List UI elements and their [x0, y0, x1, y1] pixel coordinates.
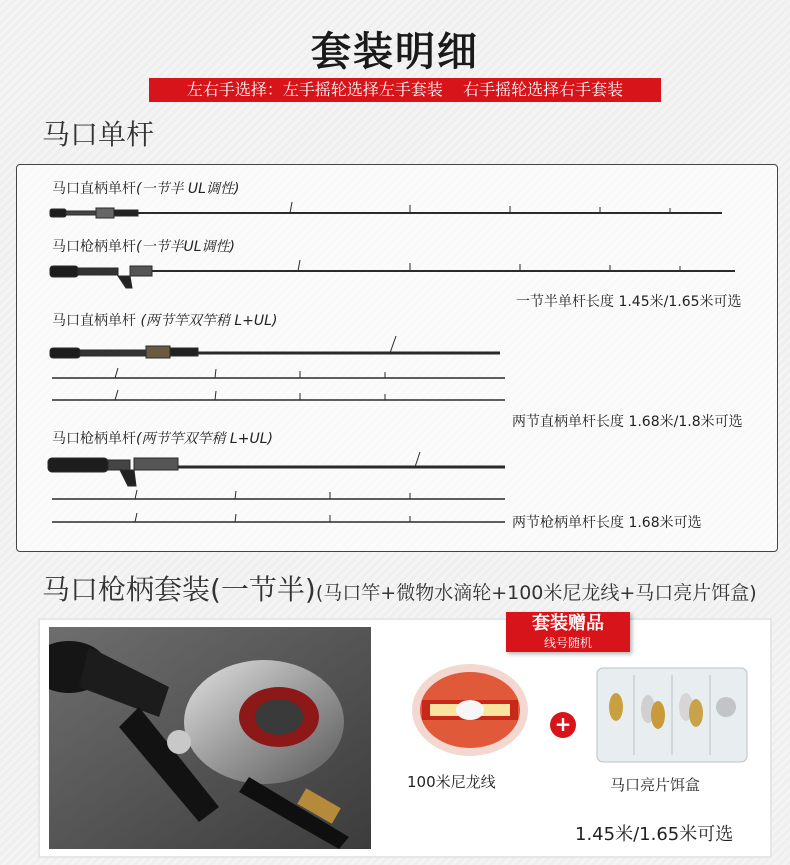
- lure-box-caption: 马口亮片饵盒: [610, 776, 701, 794]
- spec-straight-two: 两节直柄单杆长度 1.68米/1.8米可选: [512, 414, 743, 430]
- rod-straight-1: [50, 202, 722, 218]
- spec-pistol-two: 两节枪柄单杆长度 1.68米可选: [512, 515, 702, 531]
- rod-straight-2: [50, 336, 505, 400]
- rods-section-title: 马口单杆: [42, 118, 155, 151]
- rod-label-1: 马口直柄单杆(一节半 UL调性): [52, 181, 240, 197]
- reel-photo: [49, 627, 371, 849]
- nylon-line-caption: 100米尼龙线: [407, 773, 496, 791]
- hand-selection-banner: 左右手选择：左手摇轮选择左手套装 右手摇轮选择右手套装: [149, 78, 661, 102]
- gift-badge: 套装赠品 线号随机: [506, 612, 630, 652]
- lure-box-image: [596, 667, 748, 763]
- page-title: 套装明细: [311, 29, 479, 75]
- nylon-line-image: [410, 662, 530, 758]
- rod-pistol-1: [50, 260, 735, 288]
- spec-one-half: 一节半单杆长度 1.45米/1.65米可选: [516, 294, 742, 310]
- set-length-note: 1.45米/1.65米可选: [575, 824, 734, 845]
- set-section-title: 马口枪柄套装(一节半)(马口竿+微物水滴轮+100米尼龙线+马口亮片饵盒): [42, 573, 757, 606]
- rod-pistol-2: [48, 452, 505, 522]
- rod-label-4: 马口枪柄单杆(两节竿双竿稍 L+UL): [52, 431, 273, 447]
- plus-icon: +: [550, 712, 576, 738]
- rod-label-2: 马口枪柄单杆(一节半UL调性): [52, 239, 235, 255]
- rod-label-3: 马口直柄单杆 (两节竿双竿稍 L+UL): [52, 313, 278, 329]
